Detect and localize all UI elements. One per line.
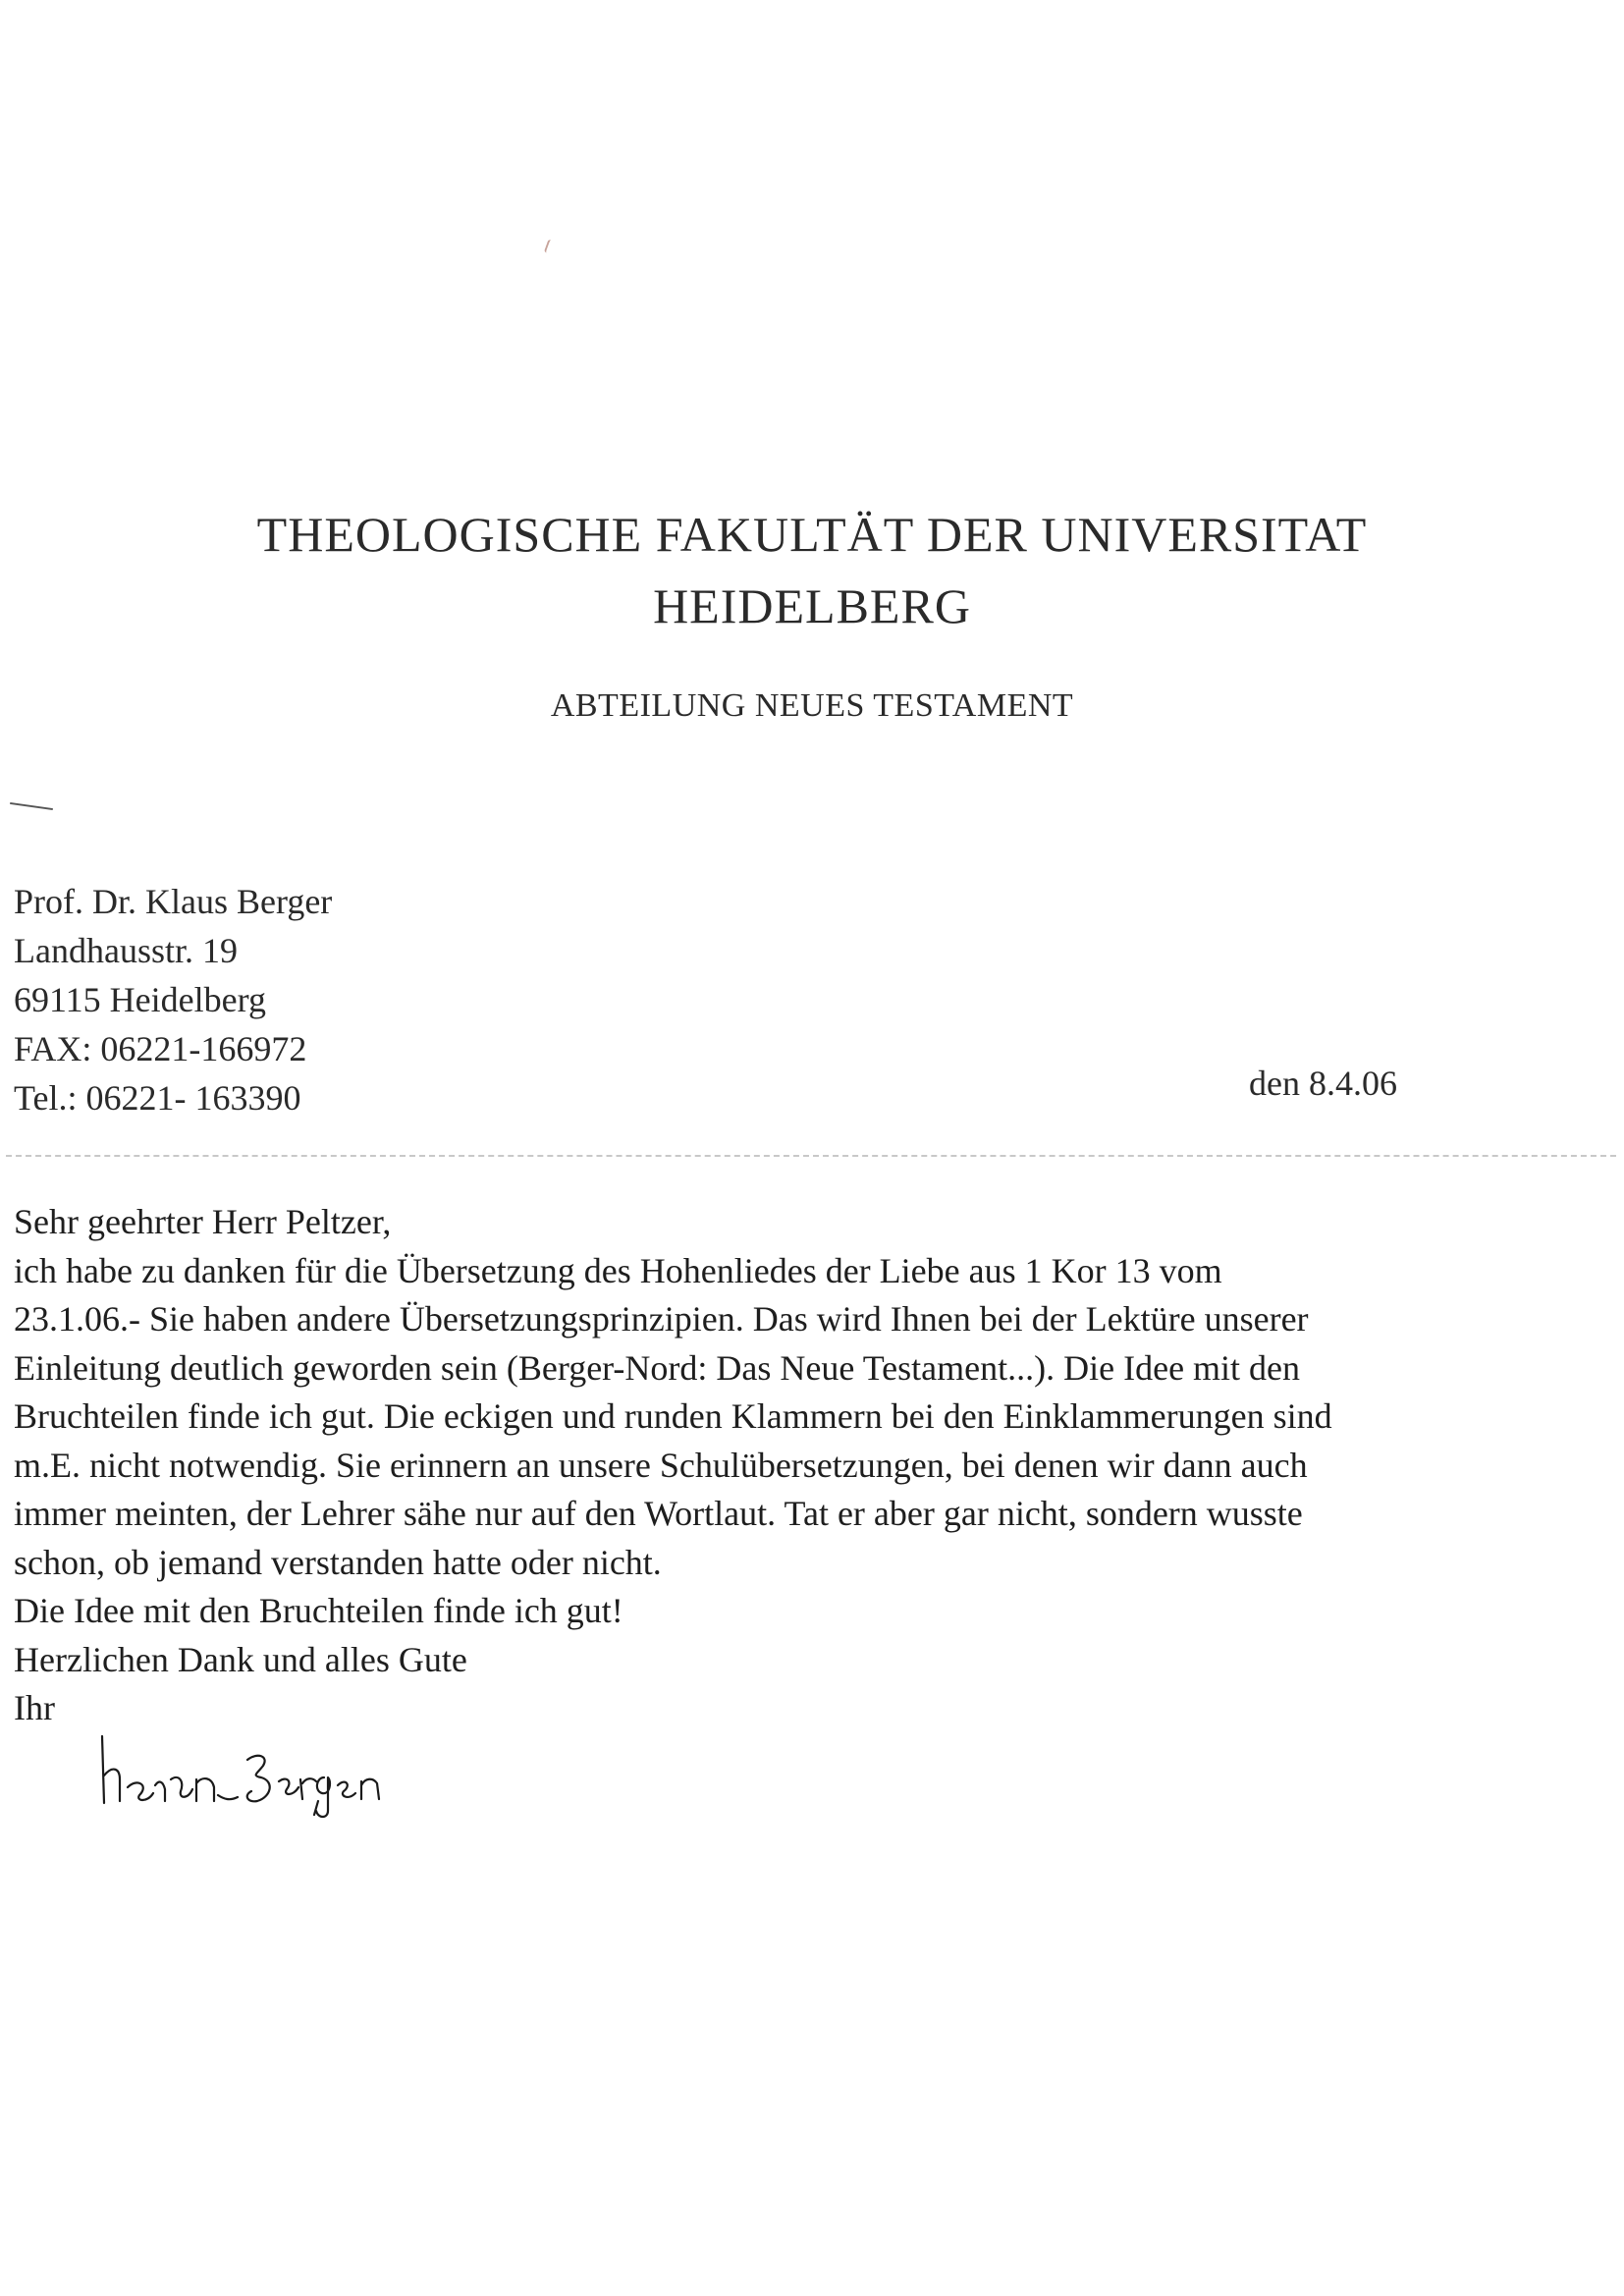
body-line: schon, ob jemand verstanden hatte oder nicht. [14, 1542, 662, 1582]
letterhead-department: ABTEILUNG NEUES TESTAMENT [550, 687, 1074, 724]
sender-tel: Tel.: 06221- 163390 [14, 1078, 301, 1118]
sender-fax: FAX: 06221-166972 [14, 1029, 307, 1068]
letterhead-title: THEOLOGISCHE FAKULTÄT DER UNIVERSITAT [256, 507, 1368, 562]
body-line: Einleitung deutlich geworden sein (Berger-Nord: Das Neue Testament...). Die Idee mit den [14, 1347, 1301, 1388]
body-line: ich habe zu danken für die Übersetzung des Hohenliedes der Liebe aus 1 Kor 13 vom [14, 1250, 1222, 1290]
handwritten-signature [94, 1717, 418, 1825]
closing-line: Herzlichen Dank und alles Gute [14, 1639, 467, 1679]
sender-name: Prof. Dr. Klaus Berger [14, 882, 333, 921]
letter-date: den 8.4.06 [1249, 1064, 1397, 1103]
sign-off: Ihr [14, 1688, 55, 1727]
body-line: Die Idee mit den Bruchteilen finde ich gut! [14, 1591, 623, 1630]
sender-street: Landhausstr. 19 [14, 931, 238, 970]
letter-body [14, 1198, 1609, 1733]
salutation: Sehr geehrter Herr Peltzer, [14, 1202, 392, 1241]
body-line: immer meinten, der Lehrer sähe nur auf den Wortlaut. Tat er aber gar nicht, sondern wusste [14, 1494, 1303, 1533]
sender-address-block [14, 877, 332, 1122]
body-line: Bruchteilen finde ich gut. Die eckigen und runden Klammern bei den Einklammerungen sind [14, 1396, 1332, 1436]
letterhead-city: HEIDELBERG [653, 578, 971, 633]
dashed-divider [6, 1155, 1616, 1157]
pen-mark [10, 802, 53, 810]
sender-city: 69115 Heidelberg [14, 980, 266, 1019]
paper-speck [544, 239, 554, 253]
body-line: 23.1.06.- Sie haben andere Übersetzungsprinzipien. Das wird Ihnen bei der Lektüre unserer [14, 1299, 1309, 1339]
body-line: m.E. nicht notwendig. Sie erinnern an unsere Schulübersetzungen, bei denen wir dann auch [14, 1445, 1308, 1485]
